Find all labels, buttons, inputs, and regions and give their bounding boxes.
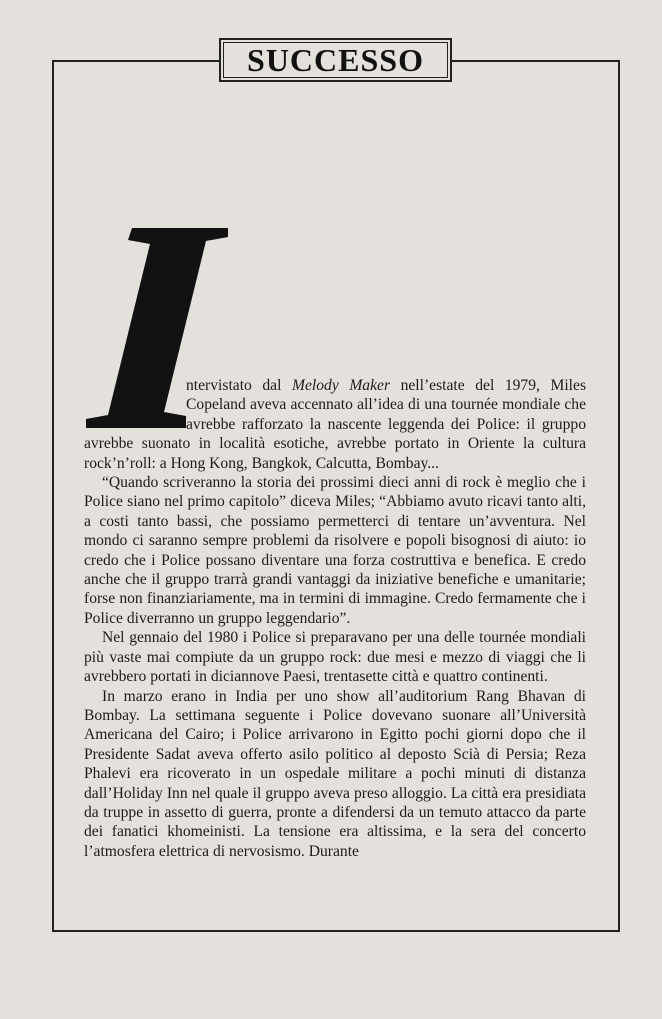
paragraph-4: In marzo erano in India per uno show all’auditorium Rang Bhavan di Bombay. La settimana seguente i Police dovevano suonare all’Università Americana del Cairo; i Police arrivarono in Egitto pochi giorni dopo che il Presidente Sadat aveva offerto asilo politico al deposto Scià di Persia; Reza Phalevi era ricoverato in un ospedale militare a pochi minuti di distanza dall’Holiday Inn nel quale il gruppo aveva preso alloggio. La città era presidiata da truppe in assetto di guerra, pronte a difendersi da un temuto attacco da parte dei fanatici khomeinisti. La tensione era altissima, e la sera del concerto l’atmosfera elettrica di nervosismo. Durante bbox=[84, 687, 586, 860]
paragraph-3: Nel gennaio del 1980 i Police si preparavano per una delle tournée mondiali più vaste mai compiute da un gruppo rock: due mesi e mezzo di viaggi che li avrebbero portati in diciannove Paesi, trentasette città e quattro continenti. bbox=[84, 629, 586, 686]
drop-cap-spacer bbox=[84, 376, 186, 432]
paragraph-2: “Quando scriveranno la storia dei prossimi dieci anni di rock è meglio che i Police siano nel primo capitolo” diceva Miles; “Abbiamo avuto ricavi tanto alti, a costi tanto bassi, che possiamo permetterci di tentare un’avventura. Nel mondo ci saranno sempre problemi da risolvere e popoli bisognosi di aiuto: io credo che i Police possano diventare una forza costruttiva e benefica. E credo anche che il gruppo trarrà grandi vantaggi da iniziative benefiche e umanitarie; forse non finanziariamente, ma in termini di immagine. Credo fermamente che i Police diverranno un gruppo leggendario”. bbox=[84, 474, 586, 627]
chapter-title: SUCCESSO bbox=[223, 42, 448, 78]
paragraph-1-rest: nell’estate del 1979, Miles Copeland aveva accennato all’idea di una tournée mondiale che avrebbe rafforzato la nascente leggenda dei Police: il gruppo avrebbe suonato in località esotiche, avrebbe portato in Oriente la cultura rock’n’roll: a Hong Kong, Bangkok, Calcutta, Bombay... bbox=[84, 377, 587, 472]
magazine-name: Melody Maker bbox=[292, 377, 391, 394]
article-body bbox=[84, 376, 586, 861]
paragraph-1-start: ntervistato dal bbox=[186, 377, 292, 394]
title-box bbox=[219, 38, 452, 82]
